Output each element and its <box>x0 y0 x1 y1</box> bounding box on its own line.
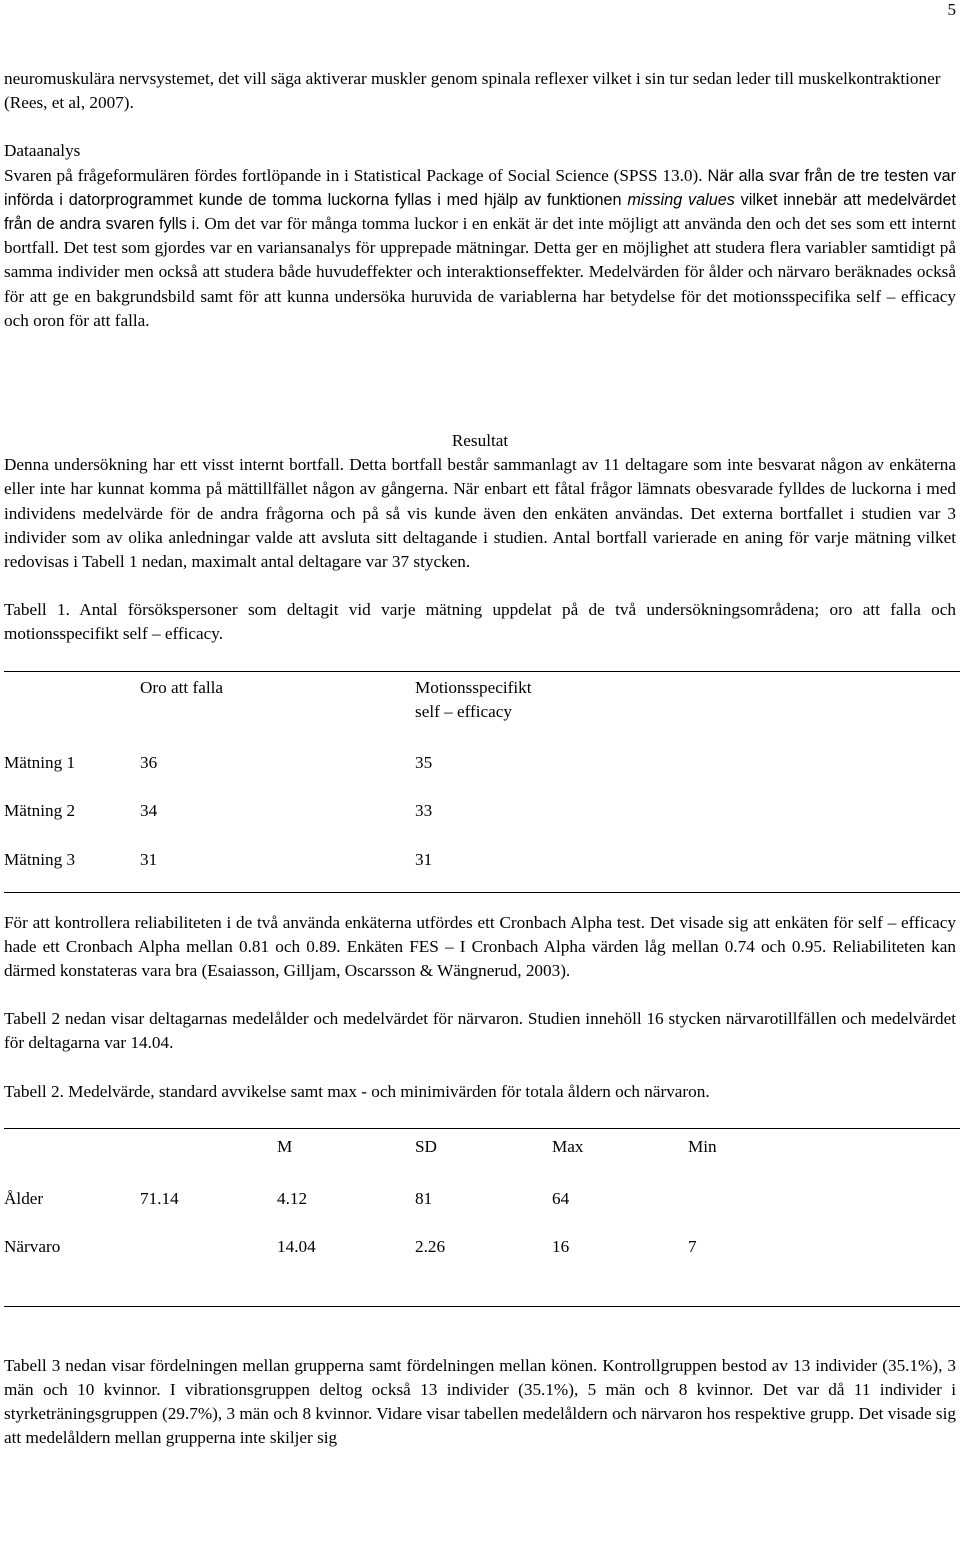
table1-cell-self: 35 <box>415 752 433 772</box>
table2-header-max: Max <box>552 1136 584 1156</box>
table2-header-m: M <box>277 1136 293 1156</box>
table1-cell-self: 33 <box>415 800 433 820</box>
dataanalys-text-part1: Svaren på frågeformulären fördes fortlöpande in i Statistical Package of Social Science (SPSS 13.0). <box>4 165 703 185</box>
table1-bottom-rule <box>4 892 960 893</box>
table1-caption: Tabell 1. Antal försökspersoner som deltagit vid varje mätning uppdelat på de två undersökningsområdena; oro att falla och motionsspecifikt self – efficacy. <box>4 600 956 644</box>
table1-row-label: Mätning 3 <box>4 849 76 869</box>
table1-cell-oro: 31 <box>140 849 158 869</box>
intro-paragraph: neuromuskulära nervsystemet, det vill säga aktiverar muskler genom spinala reflexer vilket i sin tur sedan leder till muskelkontraktioner (Rees, et al, 2007). <box>4 69 941 113</box>
table3-intro-paragraph: Tabell 3 nedan visar fördelningen mellan grupperna samt fördelningen mellan könen. Kontrollgruppen bestod av 13 individer (35.1%), 3 män och 10 kvinnor. I vibrationsgruppen deltog också 13 individer (35.1%), 5 män och 8 kvinnor. Det var då 11 individer i styrketräningsgruppen (29.7%), 3 män och 8 kvinnor. Vidare visar tabellen medelåldern och närvaron hos respektive grupp. Det visade sig att medelåldern mellan grupperna inte skiljer sig <box>4 1355 956 1448</box>
table1 <box>4 671 960 911</box>
table2-row-label: Närvaro <box>4 1236 61 1256</box>
table1-row-label: Mätning 2 <box>4 800 76 820</box>
dataanalys-heading: Dataanalys <box>4 141 81 161</box>
table1-header-self-line1: Motionsspecifikt <box>415 677 532 697</box>
table2-cell-sd: 4.12 <box>277 1188 308 1208</box>
table2-top-rule <box>4 1128 960 1129</box>
reliability-paragraph: För att kontrollera reliabiliteten i de två använda enkäterna utfördes ett Cronbach Alpha test. Det visade sig att enkäten för self – efficacy hade ett Cronbach Alpha mellan 0.81 och 0.89. Enkäten FES – I Cronbach Alpha värden låg mellan 0.74 och 0.95. Reliabiliteten kan därmed konstateras vara bra (Esaiasson, Gilljam, Oscarsson & Wängnerud, 2003). <box>4 912 956 981</box>
table2-row-label: Ålder <box>4 1188 44 1208</box>
table2-cell-min: 7 <box>688 1236 697 1256</box>
table1-header-self-line2: self – efficacy <box>415 701 513 721</box>
table2-cell-m: 14.04 <box>277 1236 316 1256</box>
page-number: 5 <box>947 0 956 19</box>
dataanalys-text-part2: När alla svar från de tre testen var införda i datorprogrammet kunde de tomma luckorna fyllas i med hjälp av funktionen <box>4 166 957 209</box>
resultat-paragraph: Denna undersökning har ett visst internt bortfall. Detta bortfall består sammanlagt av 11 deltagare som inte besvarat någon av enkäterna eller inte har kunnat komma på mättillfället någon av gångerna. När enbart ett fåtal frågor lämnats obesvarade fylldes de luckorna i med individens medelvärde för de andra frågorna och på så vis kunde även den enkäten användas. Det externa bortfallet i studien var 3 individer som av olika anledningar valde att avsluta sitt deltagande i studien. Antal bortfall varierade en aning för varje mätning vilket redovisas i Tabell 1 nedan, maximalt antal deltagare var 37 stycken. <box>4 455 956 572</box>
table2-intro-paragraph: Tabell 2 nedan visar deltagarnas medelålder och medelvärdet för närvaron. Studien innehöll 16 stycken närvarotillfällen och medelvärdet för deltagarna var 14.04. <box>4 1009 956 1053</box>
table2-header-sd: SD <box>415 1136 437 1156</box>
dataanalys-text-part5: Om det var för många tomma luckor i en enkät är det inte möjligt att använda den och det ses som ett internt bortfall. Det test som gjordes var en variansanalys för upprepade mätningar. Detta ger en möjlighet att studera flera variabler samtidigt på samma individer men också att studera både huvudeffekter och interaktionseffekter. Medelvärden för ålder och närvaro beräknades också för att ge en bakgrundsbild samt för att kunna undersöka huruvida de variablerna har betydelse för det motionsspecifika self – efficacy och oron för att falla. <box>4 214 956 330</box>
dataanalys-missing-values: missing values <box>627 190 735 209</box>
table2-caption: Tabell 2. Medelvärde, standard avvikelse samt max - och minimivärden för totala åldern och närvaron. <box>4 1081 710 1101</box>
table1-row-label: Mätning 1 <box>4 752 76 772</box>
table1-cell-self: 31 <box>415 849 433 869</box>
table1-header-oro: Oro att falla <box>140 677 224 697</box>
resultat-heading: Resultat <box>451 431 509 451</box>
table1-cell-oro: 36 <box>140 752 158 772</box>
table1-top-rule <box>4 671 960 672</box>
table2-cell-max: 16 <box>552 1236 570 1256</box>
dataanalys-paragraph <box>4 164 956 333</box>
table2-cell-m: 71.14 <box>140 1188 179 1208</box>
table2-cell-max: 81 <box>415 1188 433 1208</box>
table2-cell-min: 64 <box>552 1188 570 1208</box>
table2-header-min: Min <box>688 1136 717 1156</box>
table1-cell-oro: 34 <box>140 800 158 820</box>
table2 <box>4 1128 960 1354</box>
table2-bottom-rule <box>4 1306 960 1307</box>
dataanalys-text-part4: vilket innebär att medelvärdet från de andra svaren fylls i. <box>4 190 956 234</box>
document-body <box>4 67 956 1451</box>
table2-cell-sd: 2.26 <box>415 1236 446 1256</box>
